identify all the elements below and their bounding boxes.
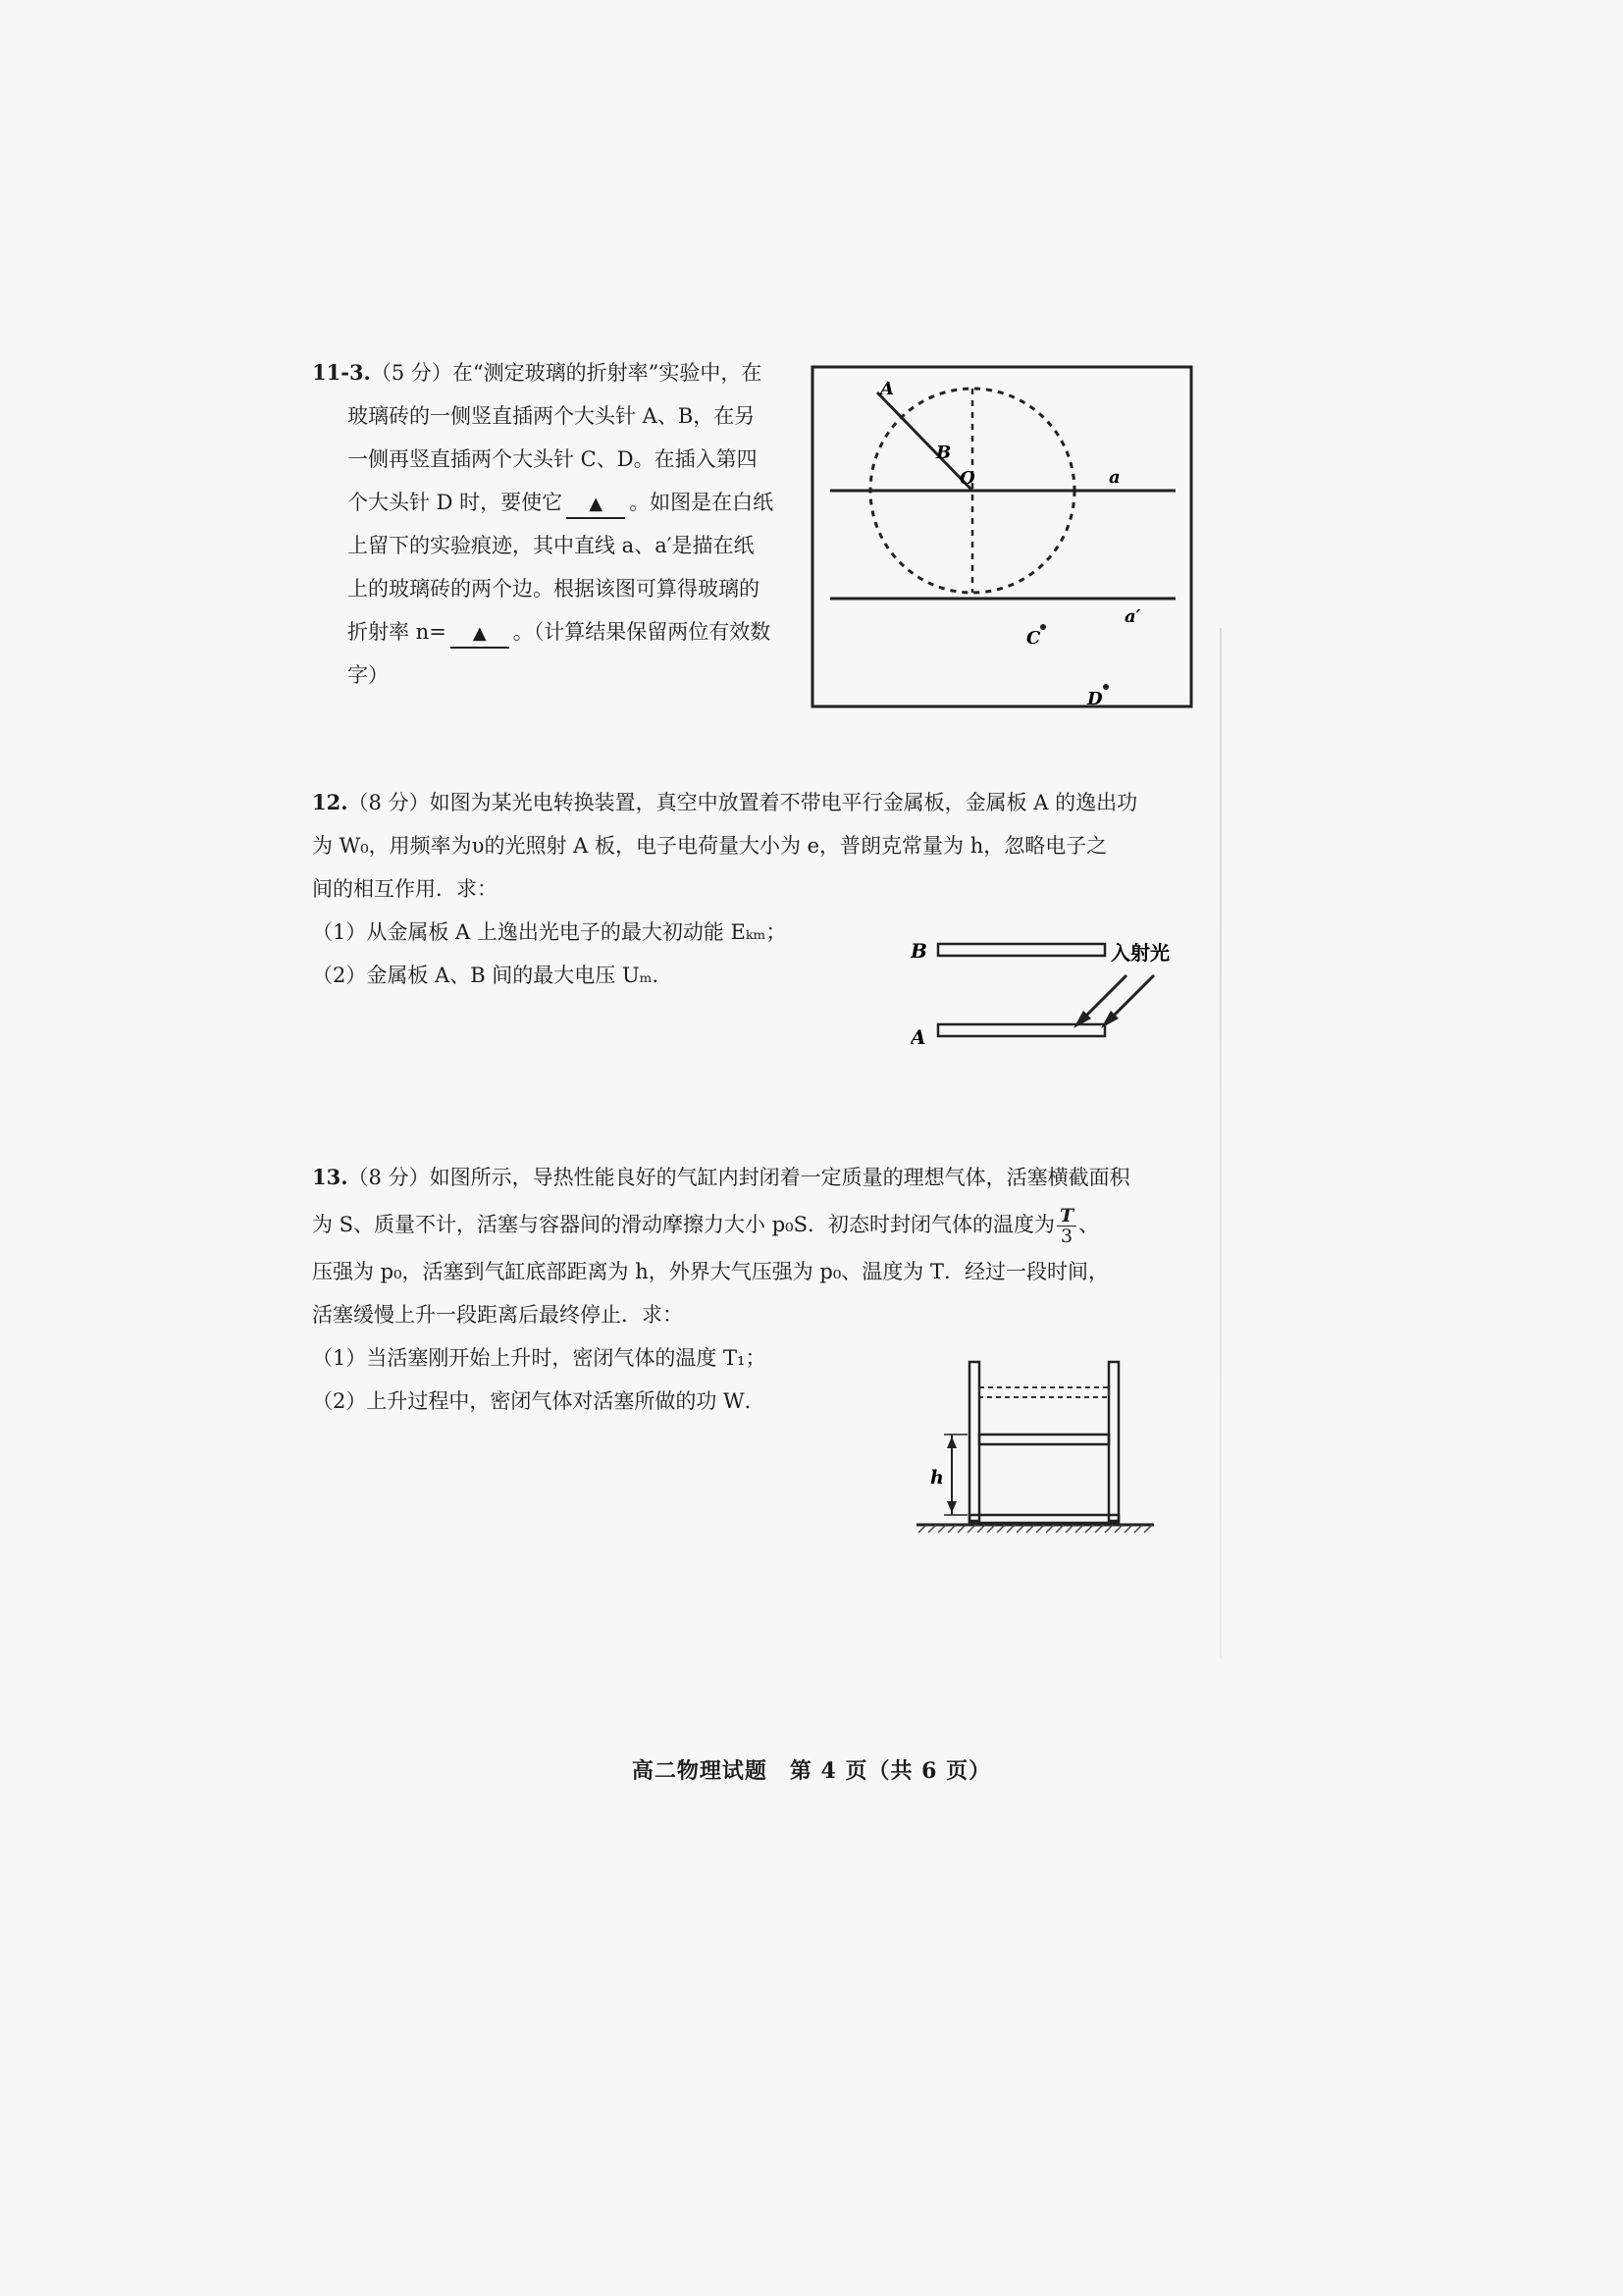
dimension-arrow-down	[947, 1501, 957, 1513]
label-h: h	[930, 1467, 944, 1488]
pin-D	[1103, 684, 1109, 690]
margin-divider	[1220, 628, 1222, 1658]
photoelectric-diagram	[911, 924, 1185, 1052]
question-number: 11-3.	[312, 360, 371, 385]
label-a-prime: a′	[1125, 606, 1141, 627]
question-12: 12.（8 分）如图为某光电转换装置，真空中放置着不带电平行金属板，金属板 A 的逸出功 为 W₀，用频率为υ的光照射 A 板，电子电荷量大小为 e，普朗克常量为 h，忽略电子之 间的相互作用．求： （1）从金属板 A 上逸出光电子的最大初动能 Eₖₘ； （2）金属板 A、B 间的最大电压 Uₘ．	[312, 790, 1138, 987]
label-incident-light: 入射光	[1111, 941, 1170, 965]
fraction-T-over-3: $\frac{T}{3}$	[1057, 1206, 1076, 1246]
figure-frame	[812, 367, 1191, 706]
question-score: （8 分）	[347, 1166, 430, 1189]
piston	[979, 1435, 1109, 1444]
dimension-arrow-up	[947, 1436, 957, 1448]
question-score: （5 分）	[370, 361, 452, 385]
question-score: （8 分）	[347, 791, 430, 814]
cylinder-right-wall	[1109, 1362, 1119, 1521]
answer-blank-1: ▲	[566, 492, 625, 519]
label-O: O	[960, 468, 975, 489]
label-plate-A: A	[911, 1025, 926, 1049]
page-footer: 高二物理试题 第 4 页（共 6 页）	[631, 1758, 992, 1784]
label-plate-B: B	[911, 939, 927, 963]
final-piston-position	[979, 1387, 1109, 1397]
label-A: A	[880, 379, 894, 399]
label-C: C	[1026, 628, 1041, 649]
cylinder-left-wall	[969, 1362, 979, 1521]
label-D: D	[1087, 689, 1103, 708]
incident-ray	[877, 392, 972, 491]
question-13: 13.（8 分）如图所示，导热性能良好的气缸内封闭着一定质量的理想气体，活塞横截面积 为 S、质量不计，活塞与容器间的滑动摩擦力大小 p₀S．初态时封闭气体的温度为 $\frac{T}{3}$ 、 压强为 p₀，活塞到气缸底部距离为 h，外界大气压强为 p₀、温度为 T．经过一段时间， 活塞缓慢上升一段距离后最终停止．求： （1）当活塞刚开始上升时，密闭气体的温度 T₁； （2）上升过程中，密闭气体对活塞所做的功 W．	[312, 1165, 1130, 1413]
pin-C	[1040, 624, 1046, 630]
label-B: B	[936, 443, 952, 463]
answer-blank-2: ▲	[450, 621, 509, 649]
cylinder-bottom	[969, 1515, 1119, 1523]
gas-cylinder-diagram	[913, 1358, 1158, 1544]
question-number: 12.	[312, 790, 348, 814]
label-a: a	[1109, 467, 1121, 488]
plate-A	[938, 1024, 1105, 1036]
question-11-3: 11-3.（5 分）在“测定玻璃的折射率”实验中，在 玻璃砖的一侧竖直插两个大头针 A、B，在另 一侧再竖直插两个大头针 C、D。在插入第四 个大头针 D 时，要使它 ▲ 。如图是在白纸 上留下的实验痕迹，其中直线 a、a′是描在纸 上的玻璃砖的两个边。根据该图可算得玻璃的 折射率 n= ▲ 。（计算结果保留两位有效数 字）	[312, 360, 774, 687]
refraction-diagram	[811, 365, 1193, 708]
plate-B	[938, 944, 1105, 956]
question-number: 13.	[312, 1165, 348, 1189]
